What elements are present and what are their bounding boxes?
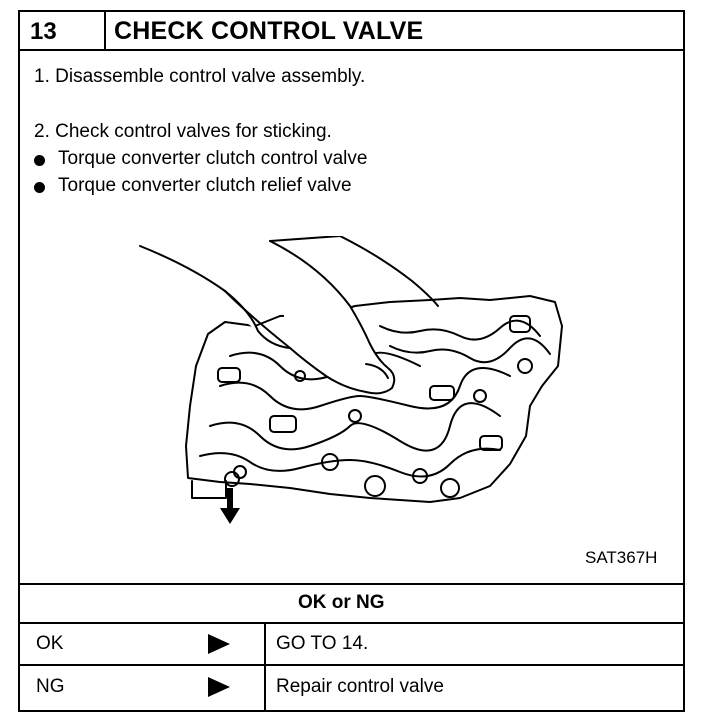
action-ok: GO TO 14.	[276, 633, 369, 654]
table-top-line	[18, 622, 685, 624]
action-ng: Repair control valve	[276, 676, 444, 697]
arrow-right-icon	[208, 677, 230, 697]
status-ok: OK	[36, 633, 64, 654]
arrow-right-icon	[208, 634, 230, 654]
bullet-item: Torque converter clutch control valve	[58, 148, 368, 169]
result-label: OK or NG	[298, 592, 385, 613]
bullet-icon	[34, 155, 45, 166]
header-column-divider	[104, 10, 106, 50]
result-divider	[18, 583, 685, 585]
table-row-divider	[18, 664, 685, 666]
bullet-item: Torque converter clutch relief valve	[58, 175, 352, 196]
header-divider	[18, 49, 685, 51]
bullet-icon	[34, 182, 45, 193]
step-number: 13	[30, 18, 57, 45]
instruction-step-1: 1. Disassemble control valve assembly.	[34, 66, 366, 87]
status-ng: NG	[36, 676, 65, 697]
hand-on-valve-body-illustration	[130, 236, 570, 536]
table-column-divider	[264, 622, 266, 712]
instruction-step-2: 2. Check control valves for sticking.	[34, 121, 332, 142]
page-title: CHECK CONTROL VALVE	[114, 17, 424, 45]
figure-code: SAT367H	[585, 548, 658, 567]
